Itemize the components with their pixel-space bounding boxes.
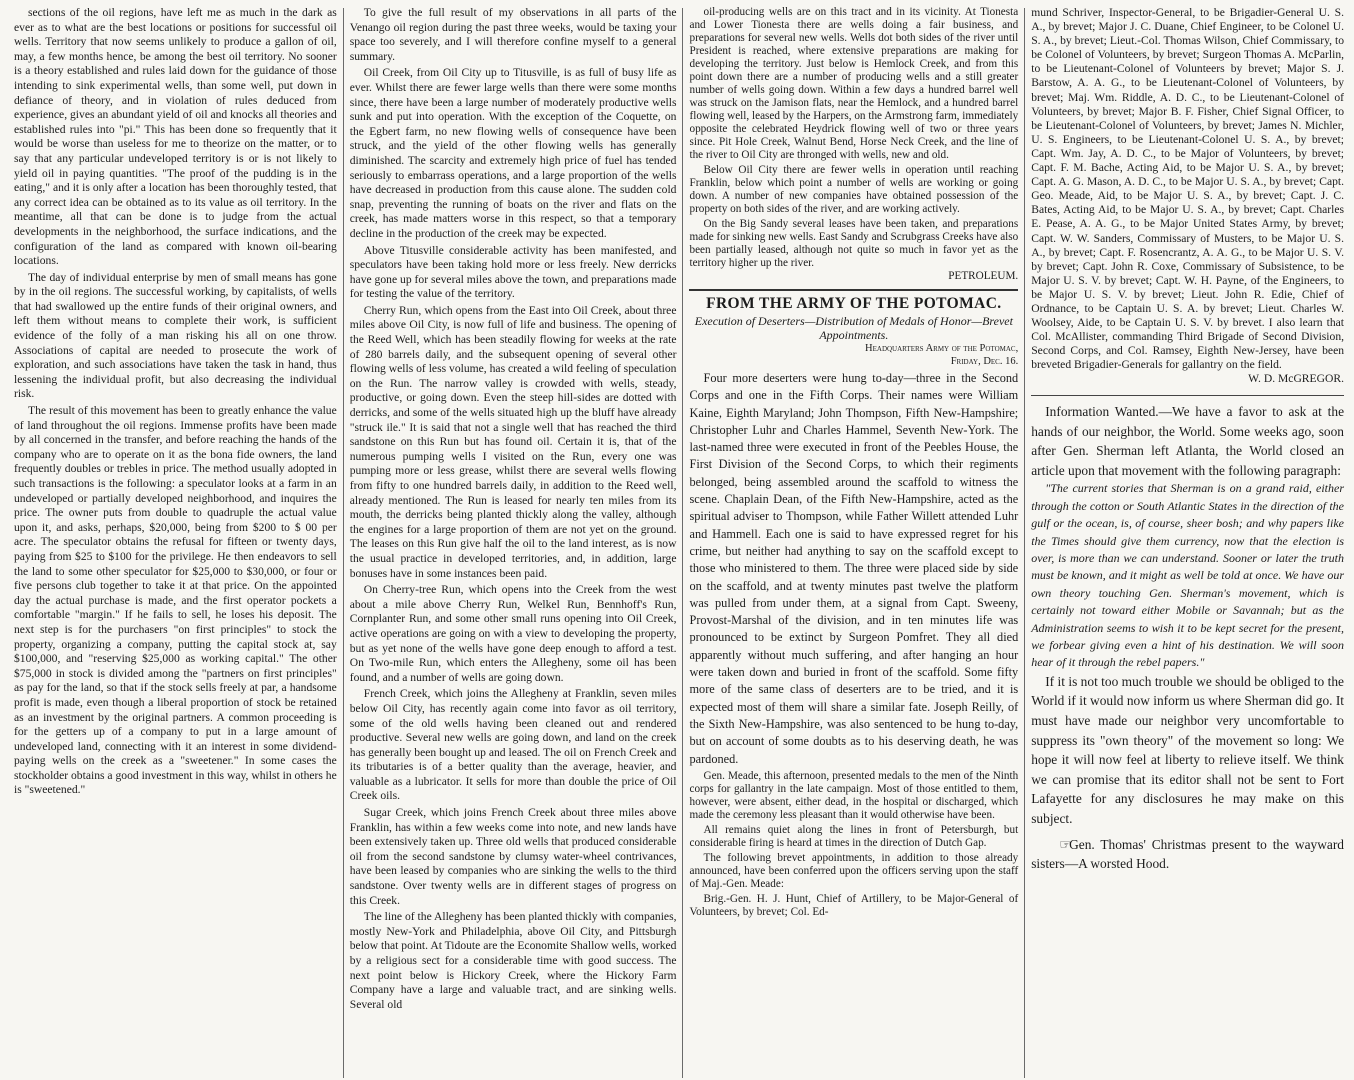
column-4	[1025, 6, 1350, 1080]
column-1	[8, 6, 343, 1080]
pointing-hand-icon: ☞	[1059, 836, 1072, 852]
article-paragraph: The result of this movement has been to greatly enhance the value of land throughout the oil regions. Immense profits have been made by all concerned in the transfer, and before reaching the hands of the company who are to operate on it as the bona fide owners, the land frequently doubles or trebles in price. The method usually adopted in such transactions is the following: a speculator looks at a farm in an undeveloped or partially developed neighborhood, and inquires the price. The owner puts from double to quadruple the actual value upon it, and asks, perhaps, $20,000, being from $200 to $ 00 per acre. The speculator obtains the refusal for fifteen or twenty days, paying from $25 to $100 for the privilege. He then endeavors to sell the land to some other speculator for $25,000 to $30,000, or four or five persons club together to take it at that price. On the appointed day the actual purchase is made, and the first operator pockets a comfortable "margin." If he fails to sell, he loses his deposit. The next step is for the purchasers "on first principles" to stock the property, organizing a company, putting the capital stock at, say $100,000, and "reserving $25,000 as working capital." The other $75,000 in stock is divided among the "partners on first principles" as pay for the land, so that if the stock sells freely at par, a handsome profit is made, even though a liberal proportion of stock be retained as an investment by the original partners. A common proceeding is for the getters up of a company to put in a large amount of undeveloped land, connecting with it an interest in some dividend-paying wells on the creek as a "sweetener." In some cases the stockholder obtains a good investment in this way, whilst in others he is "sweetened."	[14, 404, 337, 797]
article-paragraph: The line of the Allegheny has been planted thickly with companies, mostly New-York and Philadelphia, above Oil City, and Pittsburgh below that point. At Tidoute are the Economite Shallow wells, worked by a religious sect for a considerable time with good success. The next point below is Hickory Creek, where the Hickory Farm Company have a large and valuable tract, and are sinking wells. Several old	[349, 910, 677, 1011]
column-3	[683, 6, 1024, 1080]
article-paragraph: Cherry Run, which opens from the East into Oil Creek, about three miles above Oil City, is now full of life and business. The opening of the Reed Well, which has been steadily flowing for weeks at the rate of 280 barrels daily, and the subsequent opening of several other flowing wells of less volume, has created a wild feeling of speculation on the Run. The narrow valley is crowded with wells, steady, productive, or going down. Even the steep hill-sides are dotted with derricks, and some of the wells situated high up the bluff have already "struck ile." It is said that not a single well that has reached the third sandstone on this Run but has found oil. Certain it is, that of the numerous pumping wells I visited on the Run, every one was pumping more or less grease, whilst there are several wells flowing from fifty to one hundred barrels daily, in addition to the Reed well, already mentioned. The Run is leased for nearly ten miles from its mouth, the derricks being planted thickly along the valley, although the engines for a large proportion of them are not yet on the ground. The leases on this Run give half the oil to the land interest, as is now the usual practice in developed territories, and, in addition, large bonuses have in some instances been paid.	[349, 303, 677, 580]
article-paragraph: The following brevet appointments, in addition to those already announced, have been conferred upon the officers serving upon the staff of Maj.-Gen. Meade:	[689, 851, 1019, 890]
article-paragraph: French Creek, which joins the Allegheny at Franklin, seven miles below Oil City, has recently again come into favor as oil territory, some of the old wells having been cleaned out and rendered productive. Several new wells are going down, and land on the creek has generally been bought up and leased. The oil on French Creek and its tributaries is of a better quality than the average, heavier, and valuable as a lubricator. It sells for more than double the price of Oil Creek oils.	[349, 687, 677, 803]
dateline-headquarters: Headquarters Army of the Potomac,	[865, 343, 1019, 354]
article-paragraph: The day of individual enterprise by men of small means has gone by in the oil regions. The successful working, by capitalists, of wells that had swallowed up the entire funds of their original owners, and left them without means to complete their work, is sufficient evidence of the folly of a man risking his all on one throw. Associations of capital are needed to prosecute the work of exploration, and such associations have taken the task in hand, thus lessening the individual profit, but also decreasing the individual risk.	[14, 270, 337, 401]
article-paragraph: sections of the oil regions, have left me as much in the dark as ever as to what are the best locations or positions for successful oil wells. Territory that now seems unlikely to produce a gallon of oil, may, a few months hence, be among the best oil territory. No sooner is a theory established and rules laid down for the guidance of those intending to sink experimental wells, than some well, put down in defiance of theory, and in violation of rules deduced from experience, gives an abundant yield of oil and knocks all theories and established rules into "pi." This has been done so frequently that it would be worse than useless for me to theorize on the matter, or to say that any particular undeveloped territory is or is not likely to yield oil in paying quantities. "The proof of the pudding is in the eating," and it is only after a location has been thoroughly tested, that any correct idea can be obtained as to its value as oil territory. In the meantime, all that can be done is to judge from the actual developments in the neighborhood, the surface indications, and the configuration of the land as compared with known oil-bearing locations.	[14, 6, 337, 268]
section-divider	[1031, 395, 1344, 396]
article-paragraph: Gen. Meade, this afternoon, presented medals to the men of the Ninth corps for gallantry in the late campaign. Most of those entitled to them, however, were absent, either dead, in the hospital or discharged, which made the ceremony less pleasant than it would otherwise have been.	[689, 769, 1019, 821]
article-paragraph: Above Titusville considerable activity has been manifested, and speculators have been taking hold more or less freely. New derricks have gone up for several miles above the town, and preparations made for testing the value of the territory.	[349, 243, 677, 301]
article-paragraph: Sugar Creek, which joins French Creek about three miles above Franklin, has within a few weeks come into note, and new lands have been extensively taken up. Three old wells that produced considerable oil from the second sandstone by clumsy water-wheel contrivances, have been leased by companies who are sinking the wells to the third sandstone. Over twenty wells are in different stages of progress on this Creek.	[349, 806, 677, 907]
closing-remark: Gen. Thomas' Christmas present to the wayward sisters—A worsted Hood.	[1031, 836, 1344, 872]
article-paragraph: Four more deserters were hung to-day—three in the Second Corps and one in the Fifth Corps. Their names were William Kaine, Eighth Maryland; John Thompson, Fifth New-Hampshire; Christopher Luhr and Charles Hammel, Seventh New-York. The last-named three were executed in front of the Peebles House, the First Division of the Second Corps, to which their regiments belonged, being assembled around the scaffold to witness the scene. Chaplain Dean, of the Fifth New-Hampshire, acted as the spiritual adviser to Thompson, while Father Willett attended Luhr and Hammell. Each one is said to have expressed regret for his crime, but neither had anything to say on the scaffold except to those who ministered to them. The three were placed side by side on the scaffold, and at twenty minutes past twelve the platform was pulled from under them, at a signal from Capt. Sweeny, Provost-Marshal of the division, and in ten minutes life was pronounced to be extinct by Surgeon Pomfret. They all died apparently without much suffering, and after hanging an hour were taken down and buried in front of the scaffold. Some fifty more of the same class of deserters are to be tried, and it is expected most of them will share a similar fate. Joseph Reilly, of the Sixth New-Hampshire, was also sentenced to be hung to-day, but on account of some doubts as to his deserving death, he was pardoned.	[689, 371, 1019, 766]
article-signature: PETROLEUM.	[948, 270, 1019, 282]
article-paragraph: mund Schriver, Inspector-General, to be Brigadier-General U. S. A., by brevet; Major J. C. Duane, Chief Engineer, to be Colonel U. S. A., by brevet; Lieut.-Col. Thomas Wilson, Chief Commissary, to be Colonel of Volunteers, by brevet; Surgeon Thomas A. McParlin, to be Lieutenant-Colonel of Volunteers by brevet; Major S. J. Barstow, A. A. G., to be Lieutenant-Colonel of Volunteers, by brevet; Maj. Wm. Riddle, A. D. C., to be Lieutenant-Colonel of Volunteers, by brevet; Major B. F. Fisher, Chief Signal Officer, to be Lieutenant-Colonel of Volunteers, by brevet; James N. Michler, U. S. Engineers, to be Lieutenant-Colonel U. S. A., by brevet; Capt. Wm. Jay, A. D. C., to be Major of Volunteers, by brevet; Capt. F. M. Bache, Acting Aid, to be Major U. S. A., by brevet; Capt. A. G. Mason, A. D. C., to be Major U. S. A., by brevet; Capt. Geo. Meade, Aid, to be Major U. S. A., by brevet; Capt. J. C. Bates, Acting Aid, to be Major U. S. A., by brevet; Capt. Charles E. Pease, A. A. G., to be Major United States Army, by brevet; Capt. W. W. Sanders, Commissary of Musters, to be Major U. S. A., by brevet; Capt. F. Rosencrantz, A. A. G., to be Major U. S. V. by brevet; Capt. John R. Coxe, Commissary of Subsistence, to be Major U. S. V. by brevet; Capt. W. H. Payne, of the Engineers, to be Major U. S. V. by brevet; Lieut. John R. Edie, Chief of Ordnance, to be Captain U. S. A. by brevet; Lieut. Charles W. Woolsey, Aide, to be Captain U. S. V. by brevet. I also learn that Col. McAllister, commanding Third Brigade of Second Division, Second Corps, and Col. Ramsey, Eighth New-Jersey, have been breveted Brigadier-Generals for gallantry on the field.	[1031, 6, 1345, 372]
article-subhead: Execution of Deserters—Distribution of Medals of Honor—Brevet Appointments.	[694, 314, 1013, 342]
article-paragraph: Below Oil City there are fewer wells in operation until reaching Franklin, below which point a number of wells are working or going down. A number of new companies have obtained possession of the property on both sides of the river, and are working actively.	[689, 164, 1019, 215]
article-paragraph: Information Wanted.—We have a favor to ask at the hands of our neighbor, the World. Some weeks ago, soon after Gen. Sherman left Atlanta, the World closed an article upon that movement with the following paragraph:	[1031, 404, 1345, 478]
article-headline: FROM THE ARMY OF THE POTOMAC.	[689, 289, 1018, 310]
article-paragraph	[1031, 835, 1344, 874]
column-2	[344, 6, 683, 1080]
article-paragraph: All remains quiet along the lines in front of Petersburgh, but considerable firing is heard at times in the direction of Dutch Gap.	[689, 823, 1019, 849]
article-paragraph: Oil Creek, from Oil City up to Titusville, is as full of busy life as ever. Whilst there are fewer large wells than there were some months since, there have been a large number of moderately productive wells sunk and put into operation. With the exception of the Coquette, on the Egbert farm, no new flowing wells of consequence have been struck, and the yield of the other flowing wells has generally diminished. The scarcity and extremely high price of fuel has tended seriously to embarrass operations, and a large proportion of the wells have decreased in production from this cause alone. The sudden cold snap, preventing the running of boats on the river and flats on the creek, has made matters worse in this respect, so that a temporary decline in the production of the creek may be expected.	[349, 66, 677, 240]
article-paragraph: On the Big Sandy several leases have been taken, and preparations made for sinking new wells. East Sandy and Scrubgrass Creeks have also been partially leased, although not quite so much in favor yet as the territory higher up the river.	[689, 218, 1019, 269]
article-paragraph: To give the full result of my observations in all parts of the Venango oil region during the past three weeks, would be taxing your space too severely, and I will therefore confine myself to a general summary.	[349, 6, 677, 63]
article-paragraph: On Cherry-tree Run, which opens into the Creek from the west about a mile above Cherry Run, Welkel Run, Bennhoff's Run, Cornplanter Run, and some other small runs opening into Oil Creek, active operations are going on with a view to developing the property, but as yet none of the wells have gone deep enough to afford a test. On Two-mile Run, which enters the Allegheny, some oil has been found, and a number of wells are going down.	[349, 583, 677, 684]
information-wanted-section	[1031, 402, 1344, 874]
article-paragraph: oil-producing wells are on this tract and in its vicinity. At Tionesta and Lower Tionesta there are wells doing a fair business, and preparations for several new wells. Wells dot both sides of the river until President is reached, where extensive preparations are making for developing the territory. Just below is Hemlock Creek, and from this point down there are a number of producing wells and a still greater number of wells going down. Within a few days a hundred barrel well was struck on the Jamison flats, near the Hemlock, and a hundred barrel flowing well, leased by the Harpers, on the Armstrong farm, immediately opposite the celebrated Heydrick flowing well of two or three years since. Pit Hole Creek, Walnut Bend, Horse Neck Creek, and the line of the river to Oil City are thronged with wells, new and old.	[689, 6, 1019, 161]
dateline-date: Friday, Dec. 16.	[950, 356, 1019, 367]
article-signature: W. D. McGREGOR.	[1248, 372, 1345, 386]
article-paragraph: Brig.-Gen. H. J. Hunt, Chief of Artillery, to be Major-General of Volunteers, by brevet; Col. Ed-	[689, 892, 1019, 918]
quoted-paragraph: "The current stories that Sherman is on a grand raid, either through the cotton or South Atlantic States in the direction of the gulf or the ocean, is, of course, sheer bosh; and why papers like the Times should give them currency, now that the election is over, is more than we can understand. Sooner or later the truth must be known, and it might as well be told at once. We have our own theory touching Gen. Sherman's movement, which is certainly not toward either Mobile or Savannah; but as the Administration seems to wish it to be kept secret for the present, we forbear giving even a hint of his destination. We will soon hear of it through the rebel papers."	[1031, 481, 1345, 670]
article-paragraph: If it is not too much trouble we should be obliged to the World if it would now inform us where Sherman did go. It must have made our neighbor very uncomfortable to suppress its "own theory" of the movement so long: We hope it will now feel at liberty to relieve itself. We think we can promise that its editor shall not be sent to Fort Lafayette for any disclosures he may make on this subject.	[1031, 673, 1345, 827]
